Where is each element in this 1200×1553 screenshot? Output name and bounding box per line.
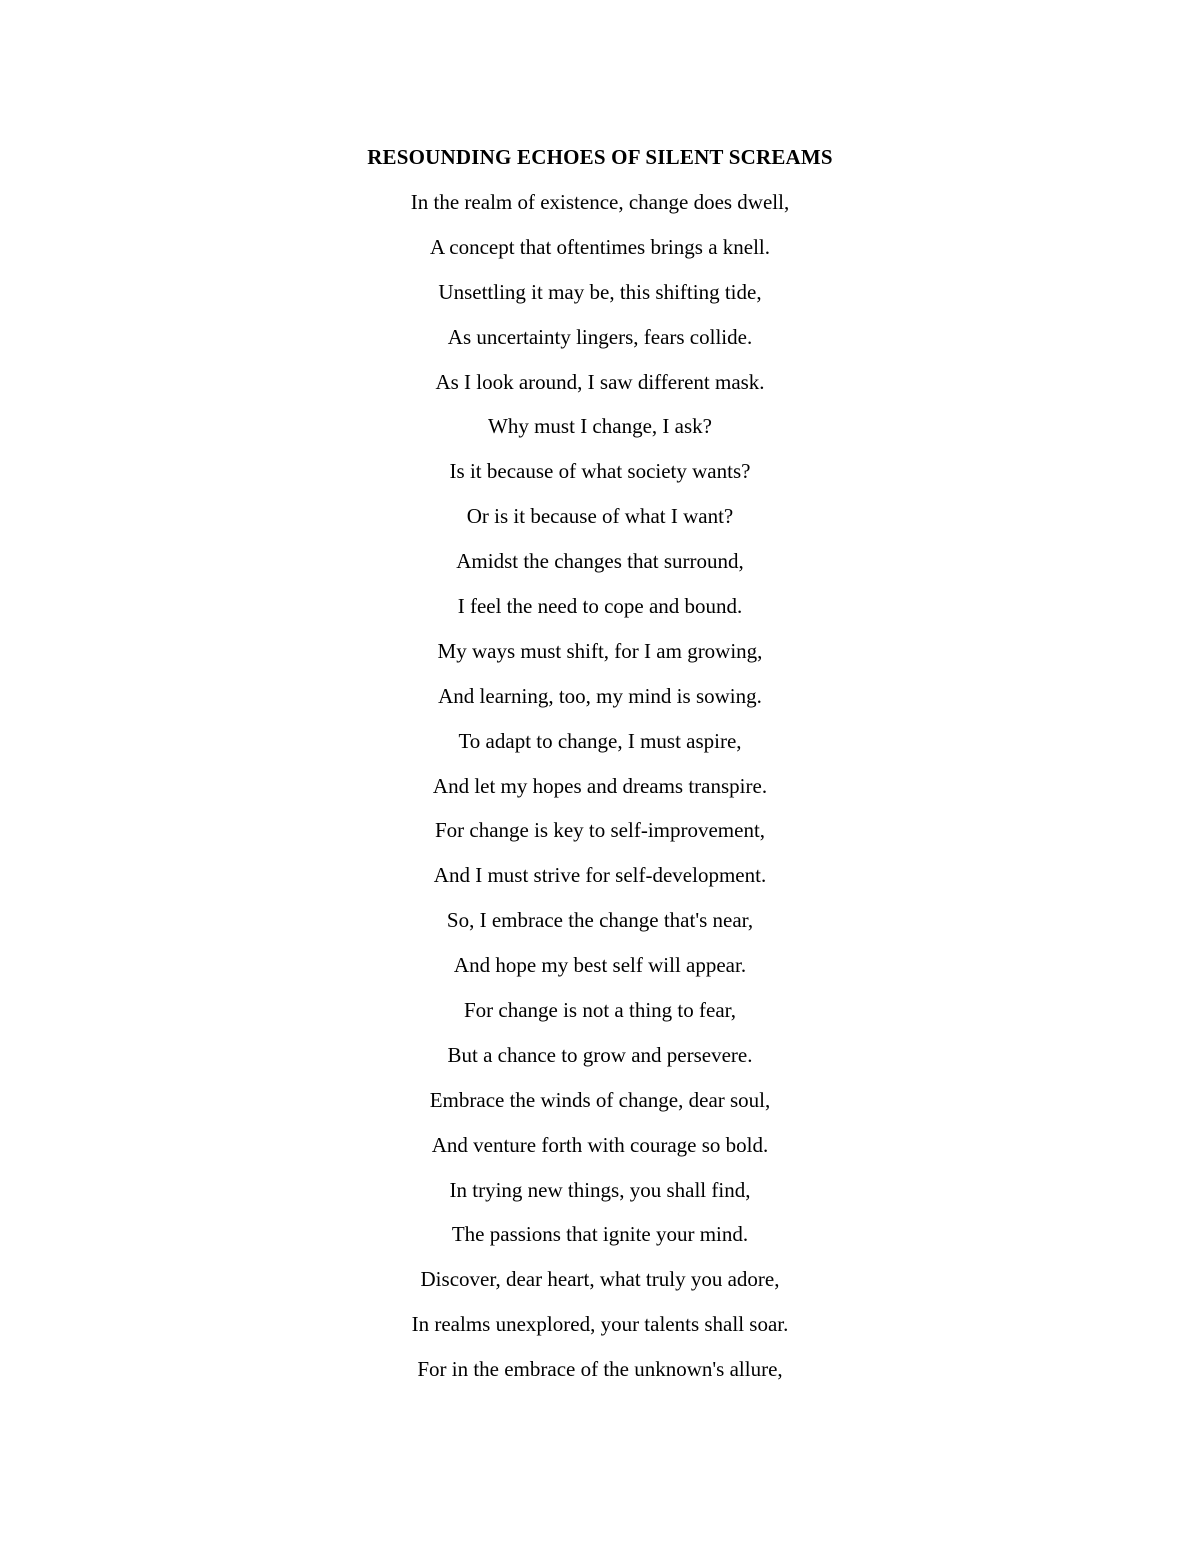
poem-line: The passions that ignite your mind. <box>451 1222 749 1247</box>
poem-line: Amidst the changes that surround, <box>456 549 744 574</box>
poem-line: Why must I change, I ask? <box>488 414 712 439</box>
poem-line: As uncertainty lingers, fears collide. <box>447 324 753 349</box>
poem-line: For change is not a thing to fear, <box>463 998 737 1023</box>
poem-line: My ways must shift, for I am growing, <box>437 638 763 663</box>
poem-line: A concept that oftentimes brings a knell. <box>430 234 770 259</box>
poem-line: And venture forth with courage so bold. <box>431 1132 769 1157</box>
poem-line: Embrace the winds of change, dear soul, <box>429 1087 771 1112</box>
poem-line: But a chance to grow and persevere. <box>447 1042 753 1067</box>
poem-line: In trying new things, you shall find, <box>449 1177 751 1202</box>
poem-line: In the realm of existence, change does dwell, <box>410 190 790 214</box>
poem-line: For in the embrace of the unknown's allure, <box>417 1357 783 1382</box>
poem-title: RESOUNDING ECHOES OF SILENT SCREAMS <box>367 145 833 169</box>
poem-line: To adapt to change, I must aspire, <box>458 728 742 753</box>
poem-line: As I look around, I saw different mask. <box>435 369 765 394</box>
poem-line: And hope my best self will appear. <box>453 953 747 978</box>
poem-line: I feel the need to cope and bound. <box>457 594 743 619</box>
poem-line: Discover, dear heart, what truly you adore, <box>420 1267 780 1292</box>
poem-line: Is it because of what society wants? <box>449 459 751 484</box>
poem-line: Unsettling it may be, this shifting tide, <box>438 279 762 304</box>
poem-line: And I must strive for self-development. <box>433 863 767 888</box>
poem-line: So, I embrace the change that's near, <box>446 908 754 933</box>
poem-line: In realms unexplored, your talents shall soar. <box>411 1312 789 1337</box>
poem-line: And learning, too, my mind is sowing. <box>438 683 762 708</box>
poem-body <box>0 188 1200 1400</box>
poem-line: And let my hopes and dreams transpire. <box>432 773 768 798</box>
poem-line: For change is key to self-improvement, <box>434 818 766 843</box>
poem-line: Or is it because of what I want? <box>466 504 734 529</box>
